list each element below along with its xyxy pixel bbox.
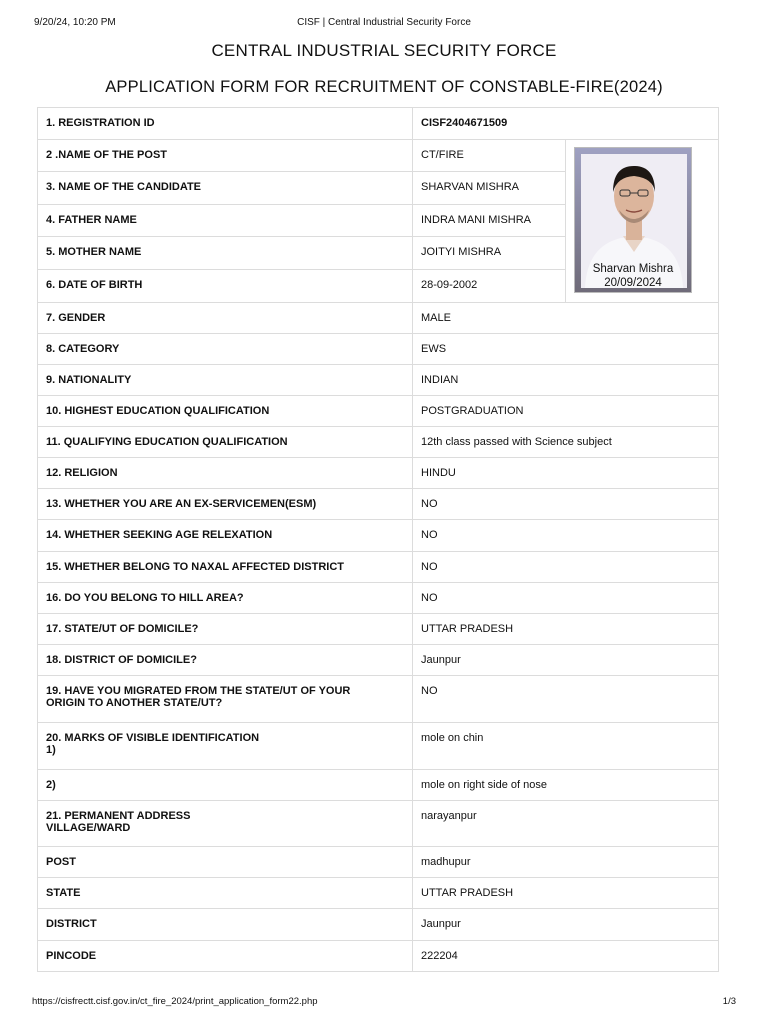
- field-label: 10. HIGHEST EDUCATION QUALIFICATION: [38, 396, 413, 427]
- field-value: UTTAR PRADESH: [413, 614, 719, 645]
- table-row: [38, 140, 719, 172]
- table-row: [38, 489, 719, 520]
- field-label-line: 21. PERMANENT ADDRESS: [46, 810, 191, 822]
- table-row: [38, 108, 719, 140]
- field-label: 6. DATE OF BIRTH: [38, 270, 413, 303]
- table-row: [38, 334, 719, 365]
- field-label: 14. WHETHER SEEKING AGE RELEXATION: [38, 520, 413, 552]
- field-label: 18. DISTRICT OF DOMICILE?: [38, 645, 413, 676]
- table-row: [38, 723, 719, 770]
- field-value: EWS: [413, 334, 719, 365]
- table-row: [38, 365, 719, 396]
- field-label-line: ORIGIN TO ANOTHER STATE/UT?: [46, 697, 223, 709]
- photo-cell: [566, 140, 719, 303]
- field-value: Jaunpur: [413, 909, 719, 941]
- print-timestamp: 9/20/24, 10:20 PM: [34, 17, 116, 28]
- table-row: [38, 770, 719, 801]
- field-label: 1. REGISTRATION ID: [38, 108, 413, 140]
- field-value: NO: [413, 489, 719, 520]
- table-row: [38, 878, 719, 909]
- table-row: [38, 427, 719, 458]
- field-label: PINCODE: [38, 941, 413, 972]
- field-label: 15. WHETHER BELONG TO NAXAL AFFECTED DISTRICT: [38, 552, 413, 583]
- field-label: [38, 676, 413, 723]
- application-table: [37, 107, 719, 972]
- page-url: https://cisfrectt.cisf.gov.in/ct_fire_2024/print_application_form22.php: [32, 996, 318, 1007]
- org-title: CENTRAL INDUSTRIAL SECURITY FORCE: [211, 41, 557, 60]
- table-row: [38, 645, 719, 676]
- table-row: [38, 847, 719, 878]
- table-row: [38, 396, 719, 427]
- field-value: CISF2404671509: [413, 108, 719, 140]
- page-tab-title: CISF | Central Industrial Security Force: [297, 17, 471, 28]
- field-value: INDIAN: [413, 365, 719, 396]
- field-value: 12th class passed with Science subject: [413, 427, 719, 458]
- field-label: 2): [38, 770, 413, 801]
- table-row: [38, 583, 719, 614]
- field-value: HINDU: [413, 458, 719, 489]
- table-row: [38, 552, 719, 583]
- field-value: narayanpur: [413, 801, 719, 847]
- field-value: NO: [413, 676, 719, 723]
- field-label: 16. DO YOU BELONG TO HILL AREA?: [38, 583, 413, 614]
- print-header: [34, 17, 734, 31]
- field-value: Jaunpur: [413, 645, 719, 676]
- field-value: UTTAR PRADESH: [413, 878, 719, 909]
- table-row: [38, 941, 719, 972]
- field-label: 5. MOTHER NAME: [38, 237, 413, 270]
- field-label: 12. RELIGION: [38, 458, 413, 489]
- candidate-photo: [574, 147, 692, 293]
- table-row: [38, 520, 719, 552]
- table-row: [38, 458, 719, 489]
- field-label: 4. FATHER NAME: [38, 205, 413, 237]
- field-label: 7. GENDER: [38, 303, 413, 334]
- field-label: [38, 801, 413, 847]
- field-value: NO: [413, 552, 719, 583]
- field-label: DISTRICT: [38, 909, 413, 941]
- field-value: mole on right side of nose: [413, 770, 719, 801]
- field-value: JOITYI MISHRA: [413, 237, 566, 270]
- form-title: APPLICATION FORM FOR RECRUITMENT OF CONSTABLE-FIRE(2024): [105, 78, 663, 96]
- table-row: [38, 801, 719, 847]
- field-label: POST: [38, 847, 413, 878]
- field-label: 9. NATIONALITY: [38, 365, 413, 396]
- table-row: [38, 909, 719, 941]
- field-value: CT/FIRE: [413, 140, 566, 172]
- field-value: NO: [413, 583, 719, 614]
- field-label: 2 .NAME OF THE POST: [38, 140, 413, 172]
- table-row: [38, 676, 719, 723]
- field-label-line: 19. HAVE YOU MIGRATED FROM THE STATE/UT OF YOUR: [46, 685, 351, 697]
- field-value: POSTGRADUATION: [413, 396, 719, 427]
- field-label-line: 1): [46, 744, 56, 756]
- field-label: [38, 723, 413, 770]
- field-value: MALE: [413, 303, 719, 334]
- field-value: SHARVAN MISHRA: [413, 172, 566, 205]
- field-label: 3. NAME OF THE CANDIDATE: [38, 172, 413, 205]
- page-number: 1/3: [722, 996, 736, 1007]
- photo-caption-name: Sharvan Mishra: [592, 263, 674, 275]
- field-value: mole on chin: [413, 723, 719, 770]
- field-label: 8. CATEGORY: [38, 334, 413, 365]
- field-label: 11. QUALIFYING EDUCATION QUALIFICATION: [38, 427, 413, 458]
- field-value: 222204: [413, 941, 719, 972]
- field-label: STATE: [38, 878, 413, 909]
- photo-caption: [575, 262, 691, 290]
- table-row: [38, 303, 719, 334]
- field-label-line: 20. MARKS OF VISIBLE IDENTIFICATION: [46, 732, 260, 744]
- field-label: 13. WHETHER YOU ARE AN EX-SERVICEMEN(ESM): [38, 489, 413, 520]
- field-value: NO: [413, 520, 719, 552]
- field-label-line: VILLAGE/WARD: [46, 822, 131, 834]
- field-value: 28-09-2002: [413, 270, 566, 303]
- table-row: [38, 614, 719, 645]
- field-value: madhupur: [413, 847, 719, 878]
- print-footer: [32, 996, 736, 1010]
- field-value: INDRA MANI MISHRA: [413, 205, 566, 237]
- photo-caption-date: 20/09/2024: [604, 277, 662, 289]
- field-label: 17. STATE/UT OF DOMICILE?: [38, 614, 413, 645]
